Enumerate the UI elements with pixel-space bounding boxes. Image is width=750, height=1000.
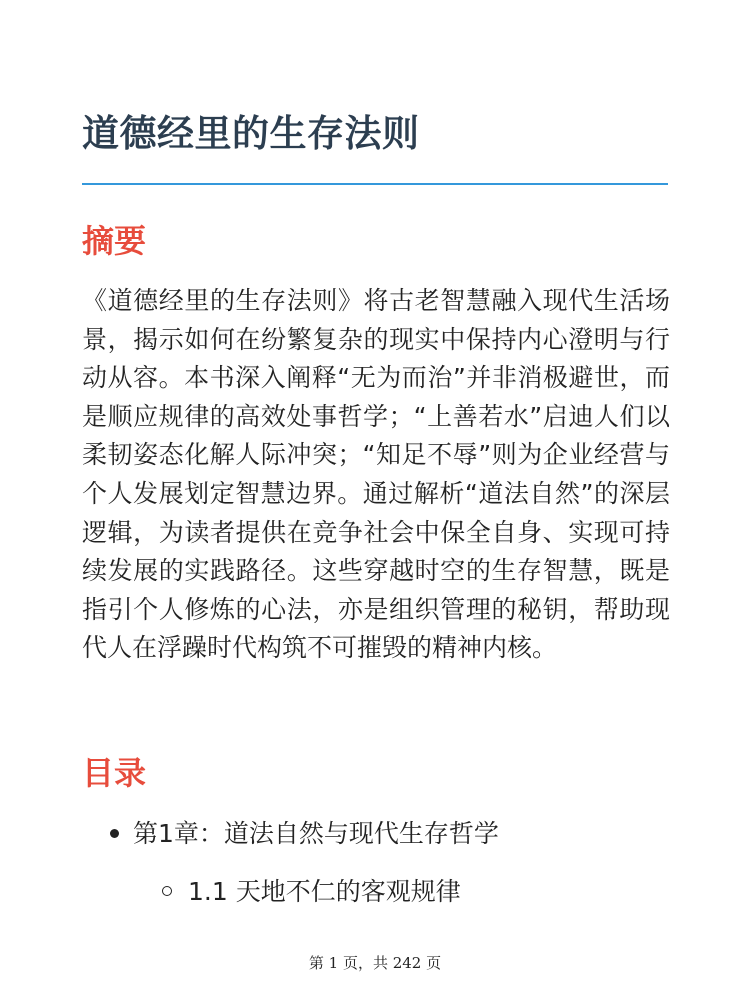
page-footer: 第 1 页，共 242 页	[308, 954, 442, 972]
toc-item-section-1-1	[162, 876, 461, 909]
bullet-disc-icon	[110, 829, 119, 838]
toc-item-label: 1.1 天地不仁的客观规律	[188, 877, 461, 906]
toc-item-chapter-1	[110, 818, 499, 851]
document-title: 道德经里的生存法则	[82, 112, 420, 155]
toc-heading: 目录	[82, 754, 147, 792]
abstract-paragraph: 《道德经里的生存法则》将古老智慧融入现代生活场景，揭示如何在纷繁复杂的现实中保持内心澄明与行动从容。本书深入阐释“无为而治”并非消极避世，而是顺应规律的高效处事哲学；“上善若水”启迪人们以柔韧姿态化解人际冲突；“知足不辱”则为企业经营与个人发展划定智慧边界。通过解析“道法自然”的深层逻辑，为读者提供在竞争社会中保全自身、实现可持续发展的实践路径。这些穿越时空的生存智慧，既是指引个人修炼的心法，亦是组织管理的秘钥，帮助现代人在浮躁时代构筑不可摧毁的精神内核。	[82, 286, 670, 663]
toc-item-label: 第1章：道法自然与现代生存哲学	[133, 819, 499, 848]
bullet-circle-icon	[162, 886, 172, 896]
title-divider	[82, 183, 668, 185]
abstract-heading: 摘要	[82, 222, 147, 260]
